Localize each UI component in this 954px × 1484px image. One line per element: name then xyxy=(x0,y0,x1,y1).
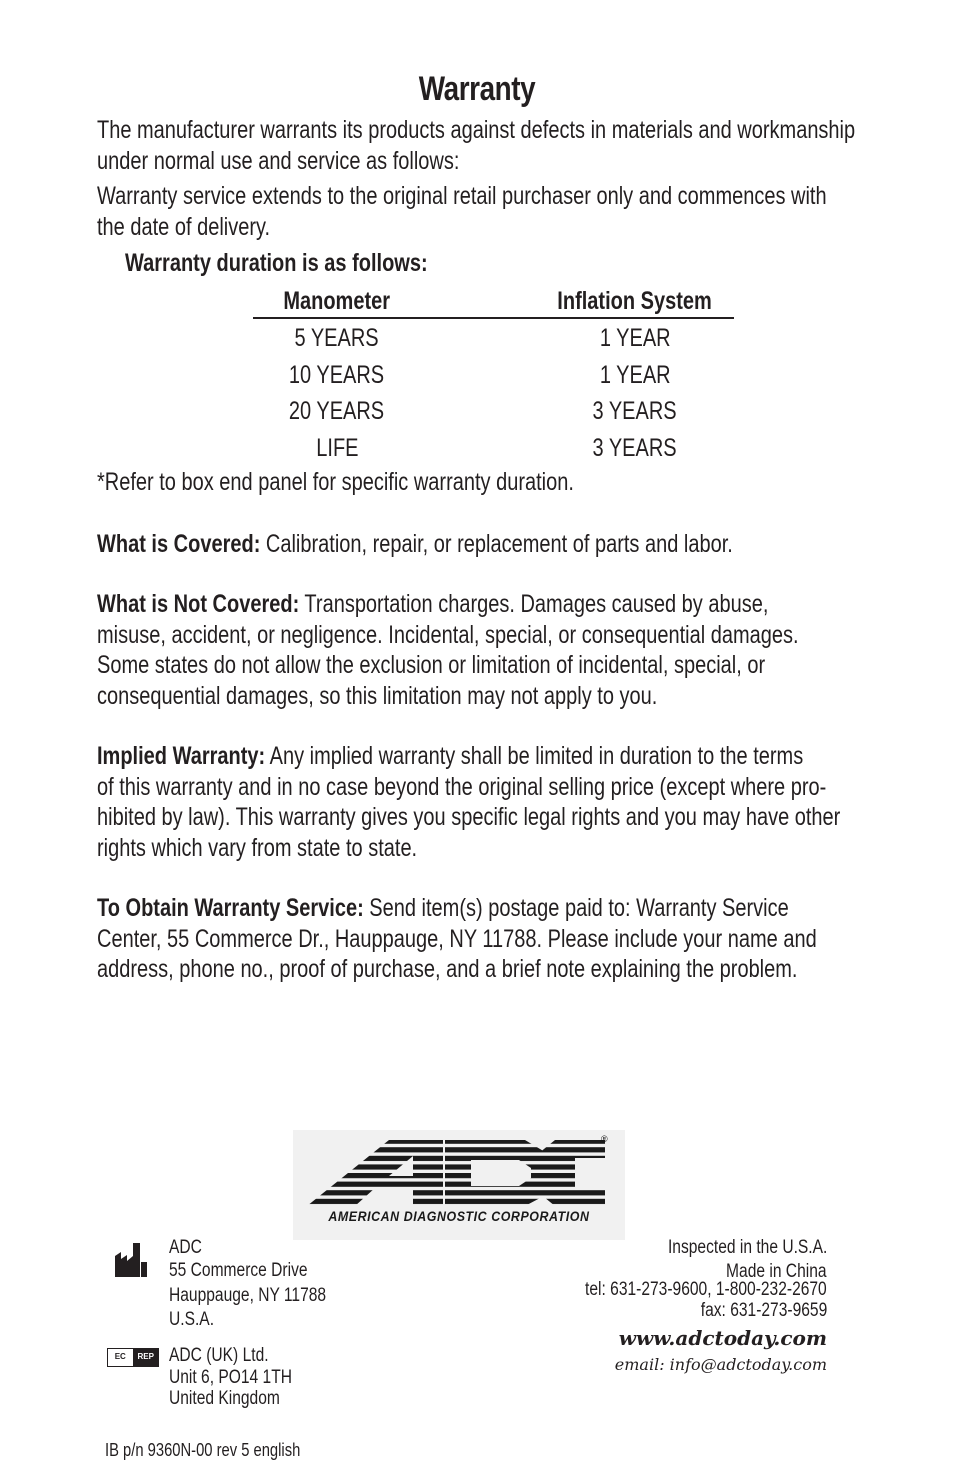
table-header-row xyxy=(253,283,734,320)
address-line: Hauppauge, NY 11788 xyxy=(169,1285,327,1306)
adc-logo-mark xyxy=(293,1130,625,1210)
table-cell: LIFE xyxy=(315,434,359,463)
address-line: U.S.A. xyxy=(169,1309,215,1330)
not-covered-line: Some states do not allow the exclusion or limitation of incidental, special, or xyxy=(97,651,766,679)
address-line: ADC xyxy=(169,1237,202,1258)
intro-line: Warranty service extends to the original retail purchaser only and commences with xyxy=(97,182,827,210)
implied-line: Any implied warranty shall be limited in duration to the terms xyxy=(265,742,804,770)
obtain-label: To Obtain Warranty Service: xyxy=(97,894,364,922)
factory-icon xyxy=(113,1242,148,1278)
obtain-line: address, phone no., proof of purchase, and a brief note explaining the problem. xyxy=(97,955,798,983)
email-link[interactable]: email: info@adctoday.com xyxy=(614,1355,827,1374)
table-cell: 3 YEARS xyxy=(592,434,678,463)
inspected-text: Inspected in the U.S.A. xyxy=(667,1237,827,1258)
not-covered-line: Transportation charges. Damages caused by abuse, xyxy=(299,590,769,618)
obtain-service-paragraph xyxy=(97,893,833,985)
not-covered-label: What is Not Covered: xyxy=(97,590,300,618)
manufacturer-address xyxy=(169,1237,326,1332)
table-row xyxy=(253,393,734,430)
obtain-line: Send item(s) postage paid to: Warranty Service xyxy=(363,894,789,922)
intro-line: The manufacturer warrants its products against defects in materials and workmanship xyxy=(97,116,856,144)
obtain-line: Center, 55 Commerce Dr., Hauppauge, NY 11788. Please include your name and xyxy=(97,924,817,953)
address-line: Unit 6, PO14 1TH xyxy=(169,1367,292,1388)
table-cell: 20 YEARS xyxy=(289,397,385,426)
covered-text: Calibration, repair, or replacement of parts and labor. xyxy=(260,530,733,558)
registered-mark: ® xyxy=(601,1134,608,1144)
duration-heading: Warranty duration is as follows: xyxy=(125,249,428,277)
table-header-rule xyxy=(253,317,734,319)
table-cell: 1 YEAR xyxy=(599,323,671,352)
logo-caption: AMERICAN DIAGNOSTIC CORPORATION xyxy=(328,1209,590,1224)
implied-line: of this warranty and in no case beyond the original selling price (except where pro- xyxy=(97,772,827,801)
covered-label: What is Covered: xyxy=(97,530,261,558)
implied-label: Implied Warranty: xyxy=(97,742,266,770)
table-cell: 10 YEARS xyxy=(289,360,385,389)
table-header-cell: Manometer xyxy=(283,287,391,315)
part-number: IB p/n 9360N-00 rev 5 english xyxy=(105,1440,301,1460)
table-cell: 1 YEAR xyxy=(599,360,671,389)
table-header-cell: Inflation System xyxy=(557,287,713,315)
intro-line: under normal use and service as follows: xyxy=(97,146,460,175)
adc-logo xyxy=(293,1130,625,1240)
intro-paragraph-2 xyxy=(97,181,833,242)
table-row xyxy=(253,357,734,394)
website-link[interactable]: www.adctoday.com xyxy=(618,1326,827,1350)
warranty-duration-table xyxy=(253,283,734,467)
address-line: ADC (UK) Ltd. xyxy=(169,1345,269,1366)
implied-line: hibited by law). This warranty gives you specific legal rights and you may have other xyxy=(97,803,841,831)
rep-label: REP xyxy=(134,1349,159,1366)
not-covered-line: misuse, accident, or negligence. Incidental, special, or consequential damages. xyxy=(97,620,799,649)
implied-line: rights which vary from state to state. xyxy=(97,833,418,862)
table-row xyxy=(253,320,734,357)
ec-label: EC xyxy=(108,1349,134,1366)
not-covered-line: consequential damages, so this limitation may not apply to you. xyxy=(97,681,658,710)
footnote: *Refer to box end panel for specific warranty duration. xyxy=(97,468,574,496)
table-row xyxy=(253,430,734,467)
covered-paragraph xyxy=(97,529,833,560)
intro-line: the date of delivery. xyxy=(97,212,271,241)
intro-paragraph-1 xyxy=(97,115,856,176)
ec-rep-address xyxy=(169,1345,292,1410)
made-in-text: Made in China xyxy=(726,1261,827,1282)
address-line: 55 Commerce Drive xyxy=(169,1260,308,1281)
page-title: Warranty xyxy=(418,70,536,108)
not-covered-paragraph xyxy=(97,589,833,711)
table-cell: 3 YEARS xyxy=(592,397,678,426)
tel-text: tel: 631-273-9600, 1-800-232-2670 xyxy=(585,1279,827,1300)
address-line: United Kingdom xyxy=(169,1388,280,1409)
table-cell: 5 YEARS xyxy=(294,323,380,352)
ec-rep-icon xyxy=(107,1348,159,1367)
fax-text: fax: 631-273-9659 xyxy=(700,1300,827,1321)
implied-warranty-paragraph xyxy=(97,741,841,863)
